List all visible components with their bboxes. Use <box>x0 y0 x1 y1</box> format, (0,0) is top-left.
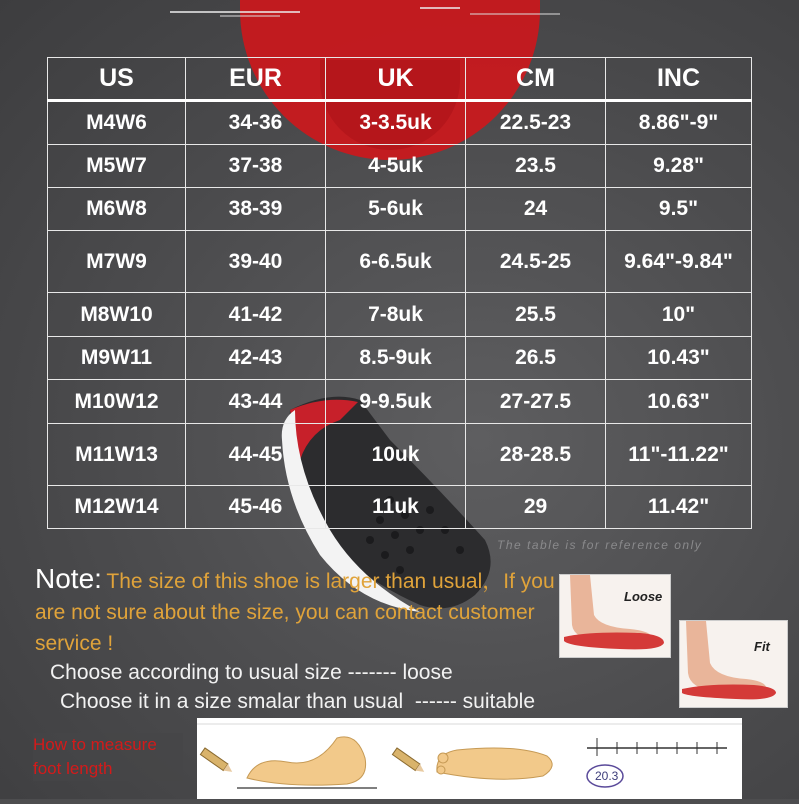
howto-text: How to measure foot length <box>33 735 157 778</box>
header-us: US <box>48 58 186 101</box>
table-row <box>48 293 752 337</box>
cell-uk: 8.5-9uk <box>326 337 466 380</box>
cell-inc: 10" <box>606 293 752 337</box>
table-row <box>48 188 752 231</box>
cell-us: M8W10 <box>48 293 186 337</box>
cell-uk: 3-3.5uk <box>326 101 466 145</box>
table-row <box>48 424 752 486</box>
table-row <box>48 337 752 380</box>
cell-us: M11W13 <box>48 424 186 486</box>
cell-eur: 45-46 <box>186 486 326 529</box>
cell-eur: 41-42 <box>186 293 326 337</box>
cell-uk: 4-5uk <box>326 145 466 188</box>
foot-fit-icon <box>680 621 787 707</box>
table-row <box>48 101 752 145</box>
photo-loose <box>559 574 671 658</box>
cell-us: M12W14 <box>48 486 186 529</box>
top-decoration <box>160 0 580 22</box>
cell-eur: 39-40 <box>186 231 326 293</box>
foot-loose-icon <box>560 575 670 657</box>
reference-note: The table is for reference only <box>497 538 703 552</box>
size-chart-table <box>47 57 752 529</box>
cell-inc: 9.64"-9.84" <box>606 231 752 293</box>
cell-uk: 11uk <box>326 486 466 529</box>
cell-uk: 6-6.5uk <box>326 231 466 293</box>
ruler-reading: 20.3 <box>595 769 619 783</box>
cell-cm: 25.5 <box>466 293 606 337</box>
table-row <box>48 486 752 529</box>
header-uk: UK <box>326 58 466 101</box>
cell-cm: 29 <box>466 486 606 529</box>
cell-eur: 44-45 <box>186 424 326 486</box>
cell-inc: 11"-11.22" <box>606 424 752 486</box>
foot-measure-icon <box>197 718 742 799</box>
header-cm: CM <box>466 58 606 101</box>
cell-us: M9W11 <box>48 337 186 380</box>
cell-uk: 10uk <box>326 424 466 486</box>
note-title: Note: <box>35 563 102 594</box>
header-eur: EUR <box>186 58 326 101</box>
cell-us: M6W8 <box>48 188 186 231</box>
cell-eur: 38-39 <box>186 188 326 231</box>
cell-cm: 27-27.5 <box>466 380 606 424</box>
cell-cm: 22.5-23 <box>466 101 606 145</box>
cell-uk: 5-6uk <box>326 188 466 231</box>
cell-cm: 26.5 <box>466 337 606 380</box>
cell-us: M10W12 <box>48 380 186 424</box>
cell-inc: 9.5" <box>606 188 752 231</box>
cell-eur: 43-44 <box>186 380 326 424</box>
cell-uk: 7-8uk <box>326 293 466 337</box>
table-row <box>48 145 752 188</box>
cell-us: M4W6 <box>48 101 186 145</box>
choose-smaller-text: Choose it in a size smalar than usual ------ suitable <box>60 690 536 713</box>
photo-fit <box>679 620 788 708</box>
cell-us: M5W7 <box>48 145 186 188</box>
cell-eur: 42-43 <box>186 337 326 380</box>
how-to-measure-label <box>33 733 183 781</box>
cell-cm: 24.5-25 <box>466 231 606 293</box>
header-inc: INC <box>606 58 752 101</box>
cell-eur: 34-36 <box>186 101 326 145</box>
cell-cm: 23.5 <box>466 145 606 188</box>
table-header-row <box>48 58 752 101</box>
cell-inc: 11.42" <box>606 486 752 529</box>
table-row <box>48 231 752 293</box>
cell-uk: 9-9.5uk <box>326 380 466 424</box>
cell-cm: 24 <box>466 188 606 231</box>
note-block <box>35 563 555 659</box>
cell-inc: 10.63" <box>606 380 752 424</box>
loose-label: Loose <box>624 589 663 604</box>
cell-inc: 9.28" <box>606 145 752 188</box>
note-text: The size of this shoe is larger than usual，If you are not sure about the size, you can contact customer service ! <box>35 570 555 655</box>
measure-illustration <box>197 718 742 799</box>
cell-inc: 10.43" <box>606 337 752 380</box>
table-row <box>48 380 752 424</box>
cell-inc: 8.86"-9" <box>606 101 752 145</box>
fit-label: Fit <box>754 639 770 654</box>
cell-us: M7W9 <box>48 231 186 293</box>
cell-cm: 28-28.5 <box>466 424 606 486</box>
cell-eur: 37-38 <box>186 145 326 188</box>
choose-usual-text: Choose according to usual size ------- loose <box>50 661 453 684</box>
